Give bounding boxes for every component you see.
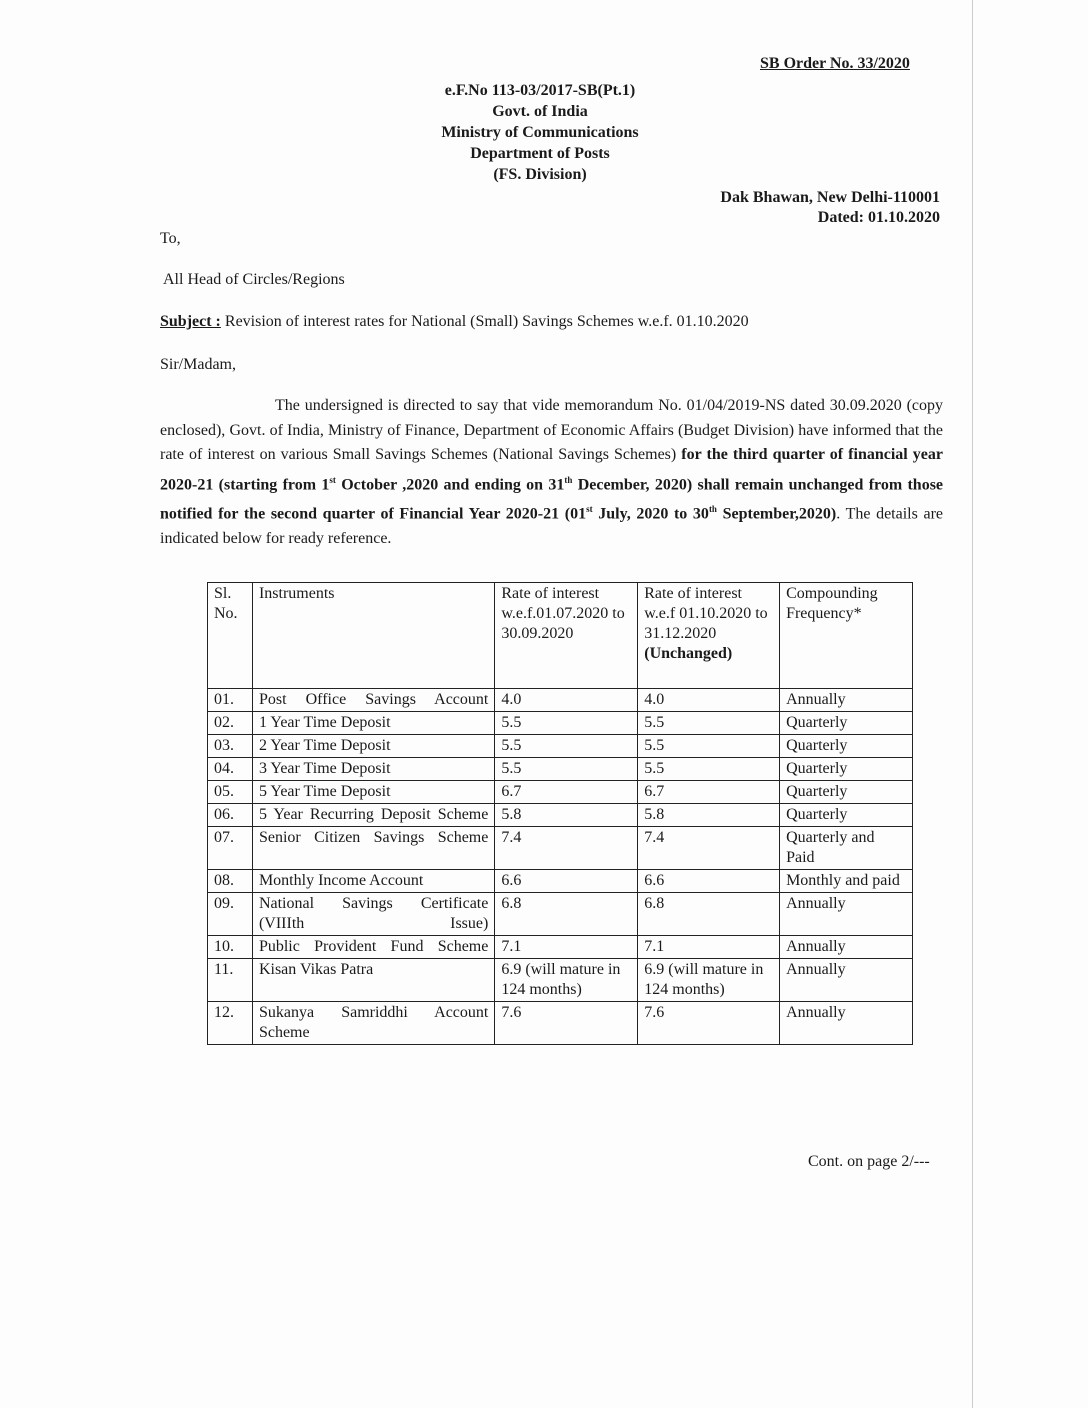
ministry: Ministry of Communications (441, 124, 639, 141)
sup: th (708, 504, 717, 515)
cell-new-rate: 7.6 (638, 1002, 780, 1045)
header-old-rate: Rate of interest w.e.f.01.07.2020 to 30.09.2020 (495, 583, 638, 689)
cell-instrument: 5 Year Recurring Deposit Scheme (252, 804, 494, 827)
table-row (208, 870, 913, 893)
header-instruments: Instruments (252, 583, 494, 689)
table-row (208, 1002, 913, 1045)
cell-sl-no: 03. (208, 735, 253, 758)
sup: st (329, 474, 336, 485)
cell-new-rate: 4.0 (638, 689, 780, 712)
cell-new-rate: 5.5 (638, 712, 780, 735)
cell-instrument: 2 Year Time Deposit (252, 735, 494, 758)
table-row (208, 893, 913, 936)
cell-instrument: Post Office Savings Account (252, 689, 494, 712)
table-header-row (208, 583, 913, 689)
cell-instrument: 3 Year Time Deposit (252, 758, 494, 781)
cell-instrument: National Savings Certificate (VIIIth Issue) (252, 893, 494, 936)
para-bold: December, 2020) shall remain unchanged from those notified for the second quarter of Financial Year 2020-21 (01 (160, 475, 944, 523)
subject (160, 313, 749, 331)
cell-sl-no: 06. (208, 804, 253, 827)
salutation: Sir/Madam, (160, 356, 236, 373)
department: Department of Posts (470, 145, 610, 162)
para-bold: for the third quarter of financial year 2020-21 (starting from 1 (160, 446, 944, 493)
cell-old-rate: 7.1 (495, 936, 638, 959)
cell-old-rate: 6.7 (495, 781, 638, 804)
cell-instrument: Monthly Income Account (252, 870, 494, 893)
cell-sl-no: 10. (208, 936, 253, 959)
cell-old-rate: 7.6 (495, 1002, 638, 1045)
scan-edge-line (972, 0, 973, 1408)
cell-sl-no: 11. (208, 959, 253, 1002)
cell-instrument: Senior Citizen Savings Scheme (252, 827, 494, 870)
para-bold: October ,2020 and ending on 31 (335, 475, 565, 493)
to-label: To, (160, 230, 181, 247)
cell-instrument: 1 Year Time Deposit (252, 712, 494, 735)
addressee: All Head of Circles/Regions (163, 271, 345, 288)
cell-old-rate: 5.5 (495, 712, 638, 735)
date: Dated: 01.10.2020 (817, 209, 940, 226)
division: (FS. Division) (493, 166, 587, 183)
para-text: . The details are indicated below for ready reference. (160, 505, 944, 548)
table-row (208, 804, 913, 827)
subject-label: Subject : (160, 313, 221, 330)
table-row (208, 735, 913, 758)
sup: th (564, 474, 573, 485)
table-row (208, 689, 913, 712)
table-row (208, 959, 913, 1002)
cell-new-rate: 5.5 (638, 735, 780, 758)
cell-old-rate: 6.9 (will mature in 124 months) (495, 959, 638, 1002)
cell-new-rate: 5.8 (638, 804, 780, 827)
cell-old-rate: 5.8 (495, 804, 638, 827)
cell-sl-no: 12. (208, 1002, 253, 1045)
cell-frequency: Quarterly (780, 781, 913, 804)
table-row (208, 781, 913, 804)
govt: Govt. of India (492, 103, 588, 120)
cell-instrument: Kisan Vikas Patra (252, 959, 494, 1002)
place: Dak Bhawan, New Delhi-110001 (720, 189, 940, 206)
cell-new-rate: 6.7 (638, 781, 780, 804)
cell-sl-no: 08. (208, 870, 253, 893)
cell-sl-no: 07. (208, 827, 253, 870)
cell-instrument: 5 Year Time Deposit (252, 781, 494, 804)
cell-instrument: Sukanya Samriddhi Account Scheme (252, 1002, 494, 1045)
cell-old-rate: 7.4 (495, 827, 638, 870)
header-new-rate-text: Rate of interest w.e.f 01.10.2020 to 31.12.2020 (644, 585, 768, 642)
cell-new-rate: 7.4 (638, 827, 780, 870)
sup: st (586, 504, 593, 515)
header-new-rate (638, 583, 780, 689)
subject-text: Revision of interest rates for National (Small) Savings Schemes w.e.f. 01.10.2020 (220, 313, 749, 330)
place-date (720, 188, 940, 228)
cell-frequency: Annually (780, 936, 913, 959)
table-row (208, 827, 913, 870)
para-bold: September,2020) (716, 505, 837, 523)
order-number: SB Order No. 33/2020 (760, 55, 910, 72)
cell-new-rate: 7.1 (638, 936, 780, 959)
para-text: The undersigned is directed to say that vide memorandum No. 01/04/2019-NS dated 30.09.2020 (copy enclosed), Govt. of India, Ministry of Finance, Department of Economic Affairs (Budget Division) have informed that the rate of interest on various Small Savings Schemes (National Savings Schemes) (160, 397, 943, 463)
cell-old-rate: 6.8 (495, 893, 638, 936)
cell-sl-no: 04. (208, 758, 253, 781)
cell-old-rate: 5.5 (495, 758, 638, 781)
header-note: (Unchanged) (644, 645, 733, 662)
cell-old-rate: 4.0 (495, 689, 638, 712)
para-bold: July, 2020 to 30 (592, 505, 709, 523)
header-frequency: Compounding Frequency* (780, 583, 913, 689)
cell-frequency: Annually (780, 689, 913, 712)
cell-old-rate: 5.5 (495, 735, 638, 758)
table-row (208, 936, 913, 959)
body-paragraph (160, 394, 943, 552)
cell-old-rate: 6.6 (495, 870, 638, 893)
cell-frequency: Annually (780, 1002, 913, 1045)
table-row (208, 712, 913, 735)
cell-sl-no: 05. (208, 781, 253, 804)
cell-sl-no: 09. (208, 893, 253, 936)
cell-frequency: Quarterly (780, 735, 913, 758)
cell-frequency: Quarterly (780, 758, 913, 781)
cell-sl-no: 01. (208, 689, 253, 712)
cell-new-rate: 6.6 (638, 870, 780, 893)
letterhead (340, 80, 740, 185)
interest-rate-table (207, 582, 913, 1045)
cell-frequency: Quarterly (780, 804, 913, 827)
header-sl: Sl. No. (208, 583, 253, 689)
cell-frequency: Annually (780, 893, 913, 936)
cell-sl-no: 02. (208, 712, 253, 735)
cell-new-rate: 5.5 (638, 758, 780, 781)
cell-new-rate: 6.8 (638, 893, 780, 936)
cell-frequency: Quarterly and Paid (780, 827, 913, 870)
table-row (208, 758, 913, 781)
continued-note: Cont. on page 2/--- (808, 1153, 930, 1170)
cell-frequency: Annually (780, 959, 913, 1002)
file-number: e.F.No 113-03/2017-SB(Pt.1) (444, 82, 636, 99)
cell-instrument: Public Provident Fund Scheme (252, 936, 494, 959)
cell-frequency: Quarterly (780, 712, 913, 735)
cell-new-rate: 6.9 (will mature in 124 months) (638, 959, 780, 1002)
cell-frequency: Monthly and paid (780, 870, 913, 893)
